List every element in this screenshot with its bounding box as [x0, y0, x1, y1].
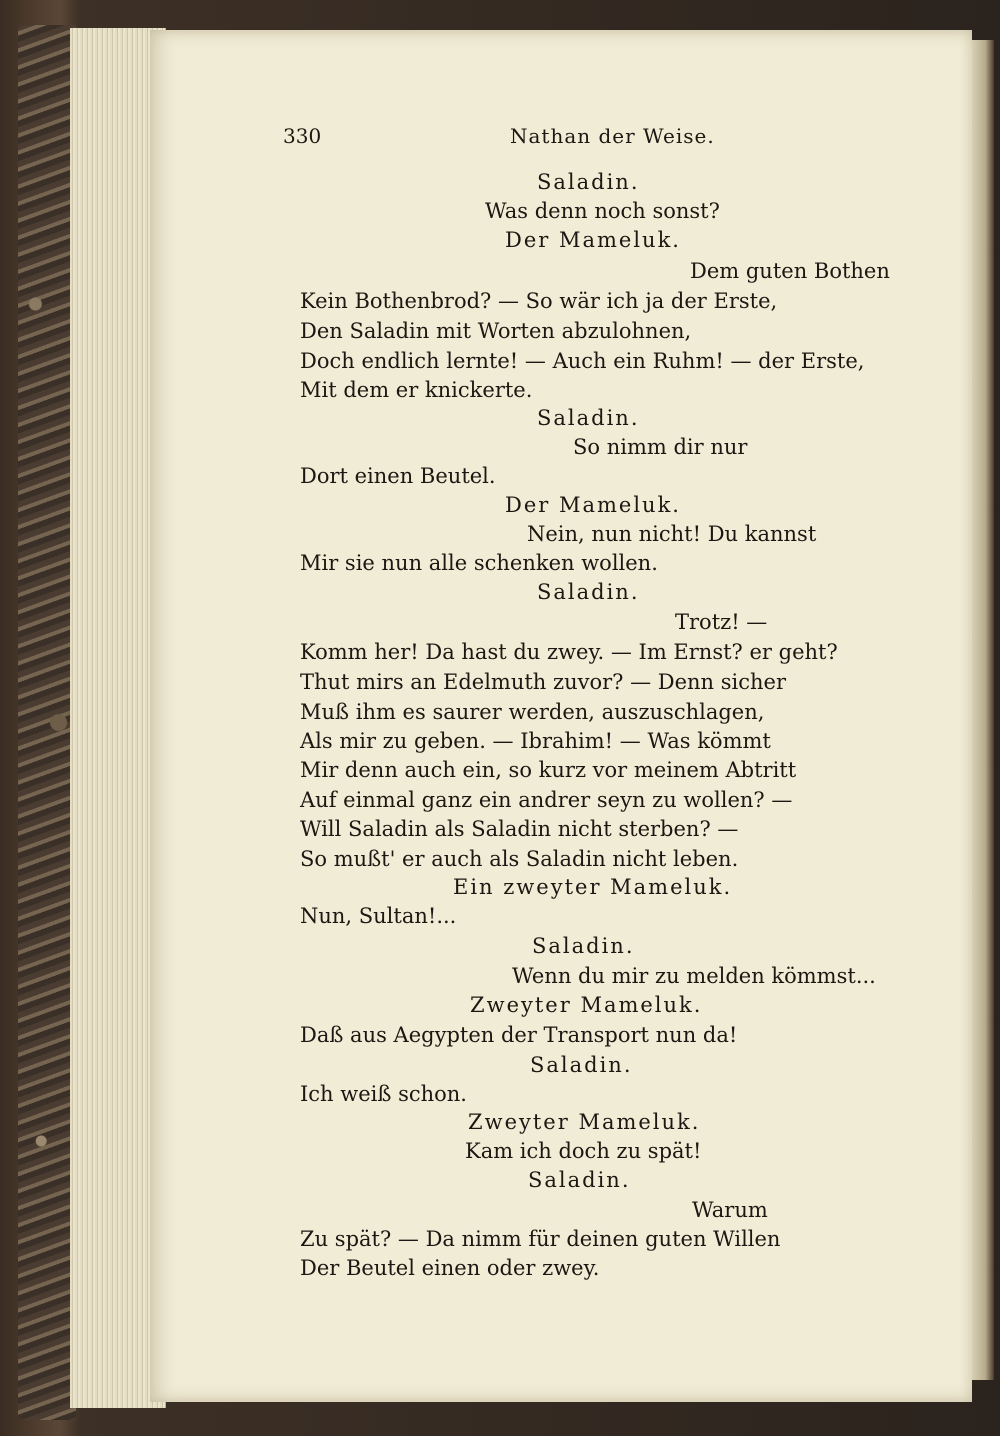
verse-line: Kein Bothenbrod? — So wär ich ja der Erste, [300, 289, 778, 313]
verse-line: Trotz! — [675, 610, 768, 634]
verse-line: Was denn noch sonst? [485, 199, 720, 223]
speaker-second-mameluk: Zweyter Mameluk. [470, 993, 703, 1017]
verse-line: Den Saladin mit Worten abzulohnen, [300, 319, 692, 343]
verse-line: Doch endlich lernte! — Auch ein Ruhm! — der Erste, [300, 349, 865, 373]
speaker-saladin: Saladin. [532, 934, 635, 958]
speaker-saladin: Saladin. [537, 406, 640, 430]
facing-page-edge [972, 40, 994, 1380]
verse-line: Der Beutel einen oder zwey. [300, 1256, 600, 1280]
verse-line: Komm her! Da hast du zwey. — Im Ernst? er geht? [300, 640, 838, 664]
verse-line: Warum [692, 1198, 768, 1222]
speaker-second-mameluk: Zweyter Mameluk. [468, 1110, 701, 1134]
verse-line: Mit dem er knickerte. [300, 378, 533, 402]
speaker-saladin: Saladin. [537, 170, 640, 194]
verse-line: Dort einen Beutel. [300, 464, 496, 488]
verse-line: Muß ihm es saurer werden, auszuschlagen, [300, 700, 765, 724]
speaker-second-mameluk: Ein zweyter Mameluk. [453, 875, 733, 899]
speaker-mameluk: Der Mameluk. [505, 228, 681, 252]
marbled-cover-edge [18, 25, 76, 1420]
speaker-saladin: Saladin. [537, 580, 640, 604]
verse-line: Will Saladin als Saladin nicht sterben? — [300, 817, 739, 841]
verse-line: Thut mirs an Edelmuth zuvor? — Denn sicher [300, 670, 786, 694]
verse-line: Als mir zu geben. — Ibrahim! — Was kömmt [300, 729, 771, 753]
verse-line: So nimm dir nur [573, 435, 748, 459]
running-title: Nathan der Weise. [510, 124, 715, 148]
speaker-saladin: Saladin. [530, 1053, 633, 1077]
page-number: 330 [283, 124, 322, 148]
verse-line: Auf einmal ganz ein andrer seyn zu wollen? — [300, 788, 793, 812]
verse-line: Ich weiß schon. [300, 1082, 467, 1106]
verse-line: Nein, nun nicht! Du kannst [527, 522, 817, 546]
verse-line: Nun, Sultan!... [300, 904, 457, 928]
verse-line: Mir denn auch ein, so kurz vor meinem Abtritt [300, 758, 797, 782]
verse-line: Kam ich doch zu spät! [465, 1139, 702, 1163]
speaker-mameluk: Der Mameluk. [505, 493, 681, 517]
verse-line: So mußt' er auch als Saladin nicht leben. [300, 847, 739, 871]
speaker-saladin: Saladin. [528, 1168, 631, 1192]
verse-line: Mir sie nun alle schenken wollen. [300, 551, 658, 575]
verse-line: Zu spät? — Da nimm für deinen guten Willen [300, 1227, 781, 1251]
verse-line: Daß aus Aegypten der Transport nun da! [300, 1023, 738, 1047]
verse-line: Dem guten Bothen [690, 259, 890, 283]
verse-line: Wenn du mir zu melden kömmst... [512, 964, 876, 988]
